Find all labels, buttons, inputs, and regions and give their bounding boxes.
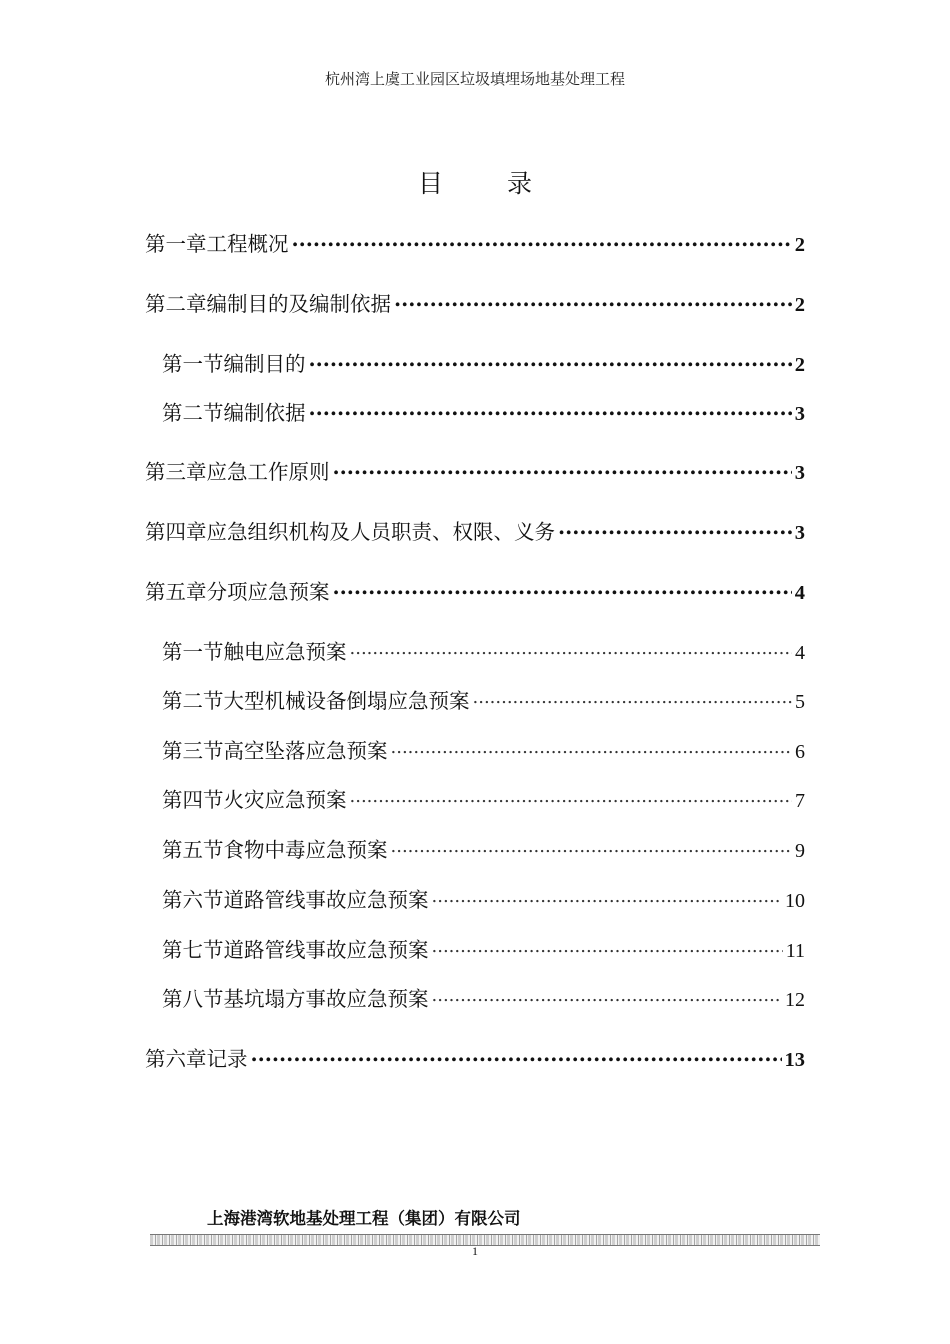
toc-entry-section[interactable] <box>162 784 805 816</box>
toc-entry-page: 11 <box>785 940 805 962</box>
toc-entry-title: 道路管线事故应急预案 <box>223 888 429 912</box>
toc-entry-number: 第一节 <box>162 640 224 664</box>
toc-entry-section[interactable] <box>162 983 805 1015</box>
toc-entry-title: 编制目的及编制依据 <box>206 292 391 316</box>
toc-entry-number: 第一节 <box>162 352 224 376</box>
toc-dot-leader <box>432 931 783 963</box>
toc-dot-leader <box>350 633 793 665</box>
toc-dot-leader <box>333 571 792 603</box>
toc-entry-section[interactable] <box>162 934 805 966</box>
toc-entry-page: 4 <box>794 582 805 604</box>
toc-entry-title: 分项应急预案 <box>206 580 330 604</box>
toc-entry-section[interactable] <box>162 397 805 429</box>
toc-entry-page: 2 <box>794 294 805 316</box>
toc-entry-section[interactable] <box>162 735 805 767</box>
toc-entry-page: 10 <box>785 890 805 912</box>
toc-dot-leader <box>309 343 792 375</box>
toc-entry-number: 第三章 <box>145 460 207 484</box>
toc-dot-leader <box>391 732 793 764</box>
toc-entry-number: 第四章 <box>145 520 207 544</box>
toc-entry-title: 触电应急预案 <box>223 640 347 664</box>
toc-entry-number: 第二节 <box>162 401 224 425</box>
toc-entry-title: 编制目的 <box>223 352 306 376</box>
running-header: 杭州湾上虞工业园区垃圾填埋场地基处理工程 <box>324 70 625 88</box>
toc-entry-title: 基坑塌方事故应急预案 <box>223 987 429 1011</box>
toc-entry-title: 食物中毒应急预案 <box>223 838 388 862</box>
toc-entry-number: 第一章 <box>145 232 207 256</box>
toc-dot-leader <box>558 511 792 543</box>
toc-entry-number: 第二章 <box>145 292 207 316</box>
toc-title: 目 录 <box>418 169 560 198</box>
toc-entry-page: 4 <box>795 642 805 664</box>
toc-entry-section[interactable] <box>162 348 805 380</box>
toc-entry-title: 应急工作原则 <box>206 460 330 484</box>
toc-entry-title: 编制依据 <box>223 401 306 425</box>
toc-entry-page: 3 <box>794 403 805 425</box>
company-name: 上海港湾软地基处理工程（集团）有限公司 <box>207 1209 521 1228</box>
toc-dot-leader <box>333 451 792 483</box>
toc-entry-page: 5 <box>795 691 805 713</box>
toc-entry-page: 12 <box>785 989 805 1011</box>
toc-entry-page: 13 <box>784 1049 805 1071</box>
toc-dot-leader <box>292 223 792 255</box>
toc-entry-page: 7 <box>795 790 805 812</box>
toc-dot-leader <box>309 392 792 424</box>
toc-entry-page: 9 <box>795 840 805 862</box>
toc-dot-leader <box>251 1038 782 1070</box>
toc-entry-title: 火灾应急预案 <box>223 788 347 812</box>
toc-entry-number: 第四节 <box>162 788 224 812</box>
toc-dot-leader <box>432 881 783 913</box>
toc-entry-title: 高空坠落应急预案 <box>223 739 388 763</box>
toc-entry-number: 第六章 <box>145 1047 207 1071</box>
toc-entry-number: 第二节 <box>162 689 224 713</box>
toc-entry-section[interactable] <box>162 636 805 668</box>
toc-entry-chapter[interactable] <box>145 228 805 260</box>
toc-entry-chapter[interactable] <box>145 456 805 488</box>
page-number: 1 <box>472 1244 478 1258</box>
toc-entry-page: 2 <box>794 234 805 256</box>
toc-entry-section[interactable] <box>162 834 805 866</box>
toc-entry-title: 工程概况 <box>206 232 289 256</box>
toc-entry-chapter[interactable] <box>145 576 805 608</box>
toc-entry-page: 6 <box>795 741 805 763</box>
toc-entry-page: 3 <box>794 522 805 544</box>
toc-dot-leader <box>394 283 792 315</box>
toc-entry-title: 记录 <box>206 1047 248 1071</box>
toc-entry-number: 第五章 <box>145 580 207 604</box>
toc-entry-section[interactable] <box>162 884 805 916</box>
toc-entry-page: 3 <box>794 462 805 484</box>
toc-dot-leader <box>473 682 793 714</box>
toc-entry-number: 第八节 <box>162 987 224 1011</box>
toc-entry-number: 第六节 <box>162 888 224 912</box>
toc-entry-title: 应急组织机构及人员职责、权限、义务 <box>206 520 555 544</box>
toc-entry-chapter[interactable] <box>145 516 805 548</box>
toc-entry-number: 第三节 <box>162 739 224 763</box>
toc-entry-section[interactable] <box>162 685 805 717</box>
toc-entry-chapter[interactable] <box>145 288 805 320</box>
toc-dot-leader <box>432 980 783 1012</box>
toc-dot-leader <box>391 831 793 863</box>
toc-dot-leader <box>350 781 793 813</box>
toc-entry-number: 第五节 <box>162 838 224 862</box>
toc-entry-page: 2 <box>794 354 805 376</box>
toc-entry-number: 第七节 <box>162 938 224 962</box>
toc-entry-title: 大型机械设备倒塌应急预案 <box>223 689 470 713</box>
toc-entry-chapter[interactable] <box>145 1043 805 1075</box>
toc-entry-title: 道路管线事故应急预案 <box>223 938 429 962</box>
